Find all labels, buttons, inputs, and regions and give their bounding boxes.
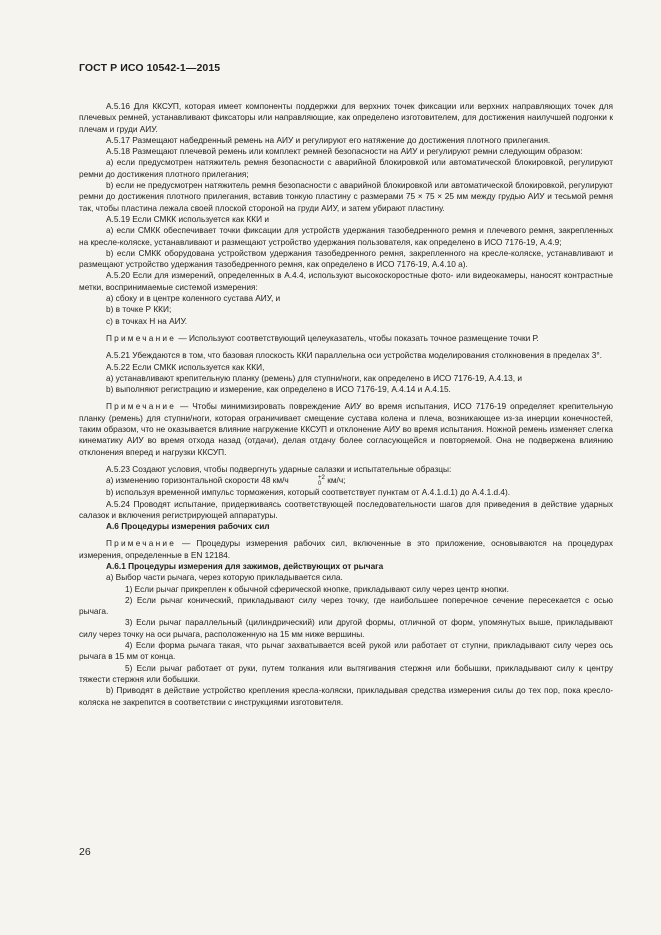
note-text: — Процедуры измерения рабочих сил, включенные в это приложение, основываются на процедурах измерения, определенные в EN 12184. — [79, 538, 614, 560]
paragraph-a-5-24: А.5.24 Проводят испытание, придерживаясь соответствующей последовательности шагов для приведения в действие ударных салазок и включения регистрирующей аппаратуры. — [79, 498, 613, 520]
list-item: а) если предусмотрен натяжитель ремня безопасности с аварийной блокировкой или автоматической блокировкой, регулируют ремни до достижения плотного прилегания; — [79, 157, 613, 179]
page-number: 26 — [79, 846, 91, 858]
list-item: b) используя временной импульс торможения, который соответствует пунктам от А.4.1.d.1) до А.4.1.d.4). — [106, 487, 511, 498]
list-item: а) изменению горизонтальной скорости 48 км/ч +2 0 км/ч; — [106, 475, 346, 488]
list-item: b) если не предусмотрен натяжитель ремня безопасности с аварийной блокировкой или автоматической блокировкой, регулируют ремни до достижения плотного прилегания, вставив тонкую пластину с размерами 75 × 75 × 25 мм между грудью АИУ и тесьмой ремня так, чтобы пластина лежала своей плоской стороной на груди АИУ, и затем убирают пластину. — [79, 180, 613, 213]
paragraph-a-5-21: А.5.21 Убеждаются в том, что базовая плоскость ККИ параллельна оси устройства моделирования столкновения в пределах 3°. — [106, 350, 602, 361]
list-item: b) если СМКК оборудована устройством удержания тазобедренного ремня, закрепленного на кресле-коляске, устанавливают и размещают устройство удержания тазобедренного ремня, как определено в ИСО 7176-19, А.4.10 а). — [79, 247, 613, 270]
paragraph-a-5-22: А.5.22 Если СМКК используется как ККИ, — [106, 361, 265, 372]
list-item: с) в точках Н на АИУ. — [106, 315, 188, 326]
section-heading-a-6-1: А.6.1 Процедуры измерения для зажимов, действующих от рычага — [106, 560, 384, 571]
document-body — [79, 101, 613, 708]
note — [79, 538, 613, 561]
note — [79, 333, 613, 344]
list-item: а) если СМКК обеспечивает точки фиксации для устройств удержания тазобедренного ремня и плечевого ремня, закрепленных на кресле-коляске, устанавливают и размещают устройство удержания пользователя, как определено в ИСО 7176-19, А.4.9; — [79, 225, 613, 247]
list-item: b) в точке Р ККИ; — [106, 304, 172, 315]
list-item: а) Выбор части рычага, через которую прикладывается сила. — [106, 572, 343, 583]
list-item: 2) Если рычаг конический, прикладывают силу через точку, где наибольшее поперечное сечение пересекается с осью рычага. — [79, 594, 613, 617]
list-item: b) выполняют регистрацию и измерение, как определено в ИСО 7176-19, А.4.14 и А.4.15. — [106, 384, 451, 395]
section-heading-a-6: А.6 Процедуры измерения рабочих сил — [106, 521, 270, 532]
paragraph-a-5-18: А.5.18 Размещают плечевой ремень или комплект ремней безопасности на АИУ и регулируют ремни следующим образом: — [106, 146, 583, 157]
paragraph-a-5-19: А.5.19 Если СМКК используется как ККИ и — [106, 213, 270, 224]
list-item: 4) Если форма рычага такая, что рычаг захватывается всей рукой или работает от ступни, прикладывают силу через ось рычага в 15 мм от конца. — [79, 640, 613, 662]
note-label: Примечание — [106, 401, 177, 412]
list-item: а) устанавливают крепительную планку (ремень) для ступни/ноги, как определено в ИСО 7176-19, А.4.13, и — [106, 372, 522, 383]
velocity-tolerance: +2 0 — [318, 475, 325, 488]
note-label: Примечание — [106, 538, 177, 549]
paragraph-a-5-23: А.5.23 Создают условия, чтобы подвергнуть ударные салазки и испытательные образцы: — [106, 463, 452, 474]
list-item: 1) Если рычаг прикреплен к обычной сферической кнопке, прикладывают силу через центр кнопки. — [125, 583, 509, 594]
list-item: а) сбоку и в центре коленного сустава АИУ, и — [106, 293, 281, 304]
paragraph-a-5-16: А.5.16 Для ККСУП, которая имеет компоненты поддержки для верхних точек фиксации или верхних направляющих точек для плечевых ремней, устанавливают фиксаторы или направляющие, как определено изготовителем, для достижения наилучшей подгонки к плечам и груди АИУ. — [79, 101, 613, 134]
note-label: Примечание — [106, 332, 177, 343]
note — [79, 401, 613, 457]
paragraph-a-5-17: А.5.17 Размещают набедренный ремень на АИУ и регулируют его натяжение до достижения плотного прилегания. — [106, 134, 551, 145]
list-item: 5) Если рычаг работает от руки, путем толкания или вытягивания стержня или бобышки, прикладывают силу к центру тяжести стержня или бобышки. — [79, 662, 613, 684]
document-header: ГОСТ Р ИСО 10542-1—2015 — [79, 62, 221, 74]
paragraph-a-5-20: А.5.20 Если для измерений, определенных в А.4.4, используют высокоскоростные фото- или видеокамеры, наносят контрастные метки, воспринимаемые системой измерения: — [79, 270, 613, 292]
note-text: — Чтобы минимизировать повреждение АИУ во время испытания, ИСО 7176-19 определяет крепительную планку (ремень) для ступни/ноги, которая ограничивает смещение сустава колена и плеча, возникающее из-за инерции конечностей, таким образом, что не оказывается влияние нагружение ККСУП и отклонение АИУ во время испытания. Ножной ремень изменяет слегка кинематику АИУ во время отхода назад (отдачи), делая отдачу более согласующейся и повторяемой. Она не подвержена влиянию отклонения вперед и нагрузки ККСУП. — [79, 401, 614, 457]
note-text: — Используют соответствующий целеуказатель, чтобы показать точное размещение точки Р. — [178, 332, 539, 343]
list-item: b) Приводят в действие устройство крепления кресла-коляски, прикладывая средства измерения силы до тех пор, пока кресло-коляска не закрепится в соответствии с инструкциями изготовителя. — [79, 685, 613, 707]
list-item: 3) Если рычаг параллельный (цилиндрический) или другой формы, отличной от форм, упомянутых выше, прикладывают силу через точку на оси рычага, расположенную на 15 мм ниже вершины. — [79, 617, 613, 639]
